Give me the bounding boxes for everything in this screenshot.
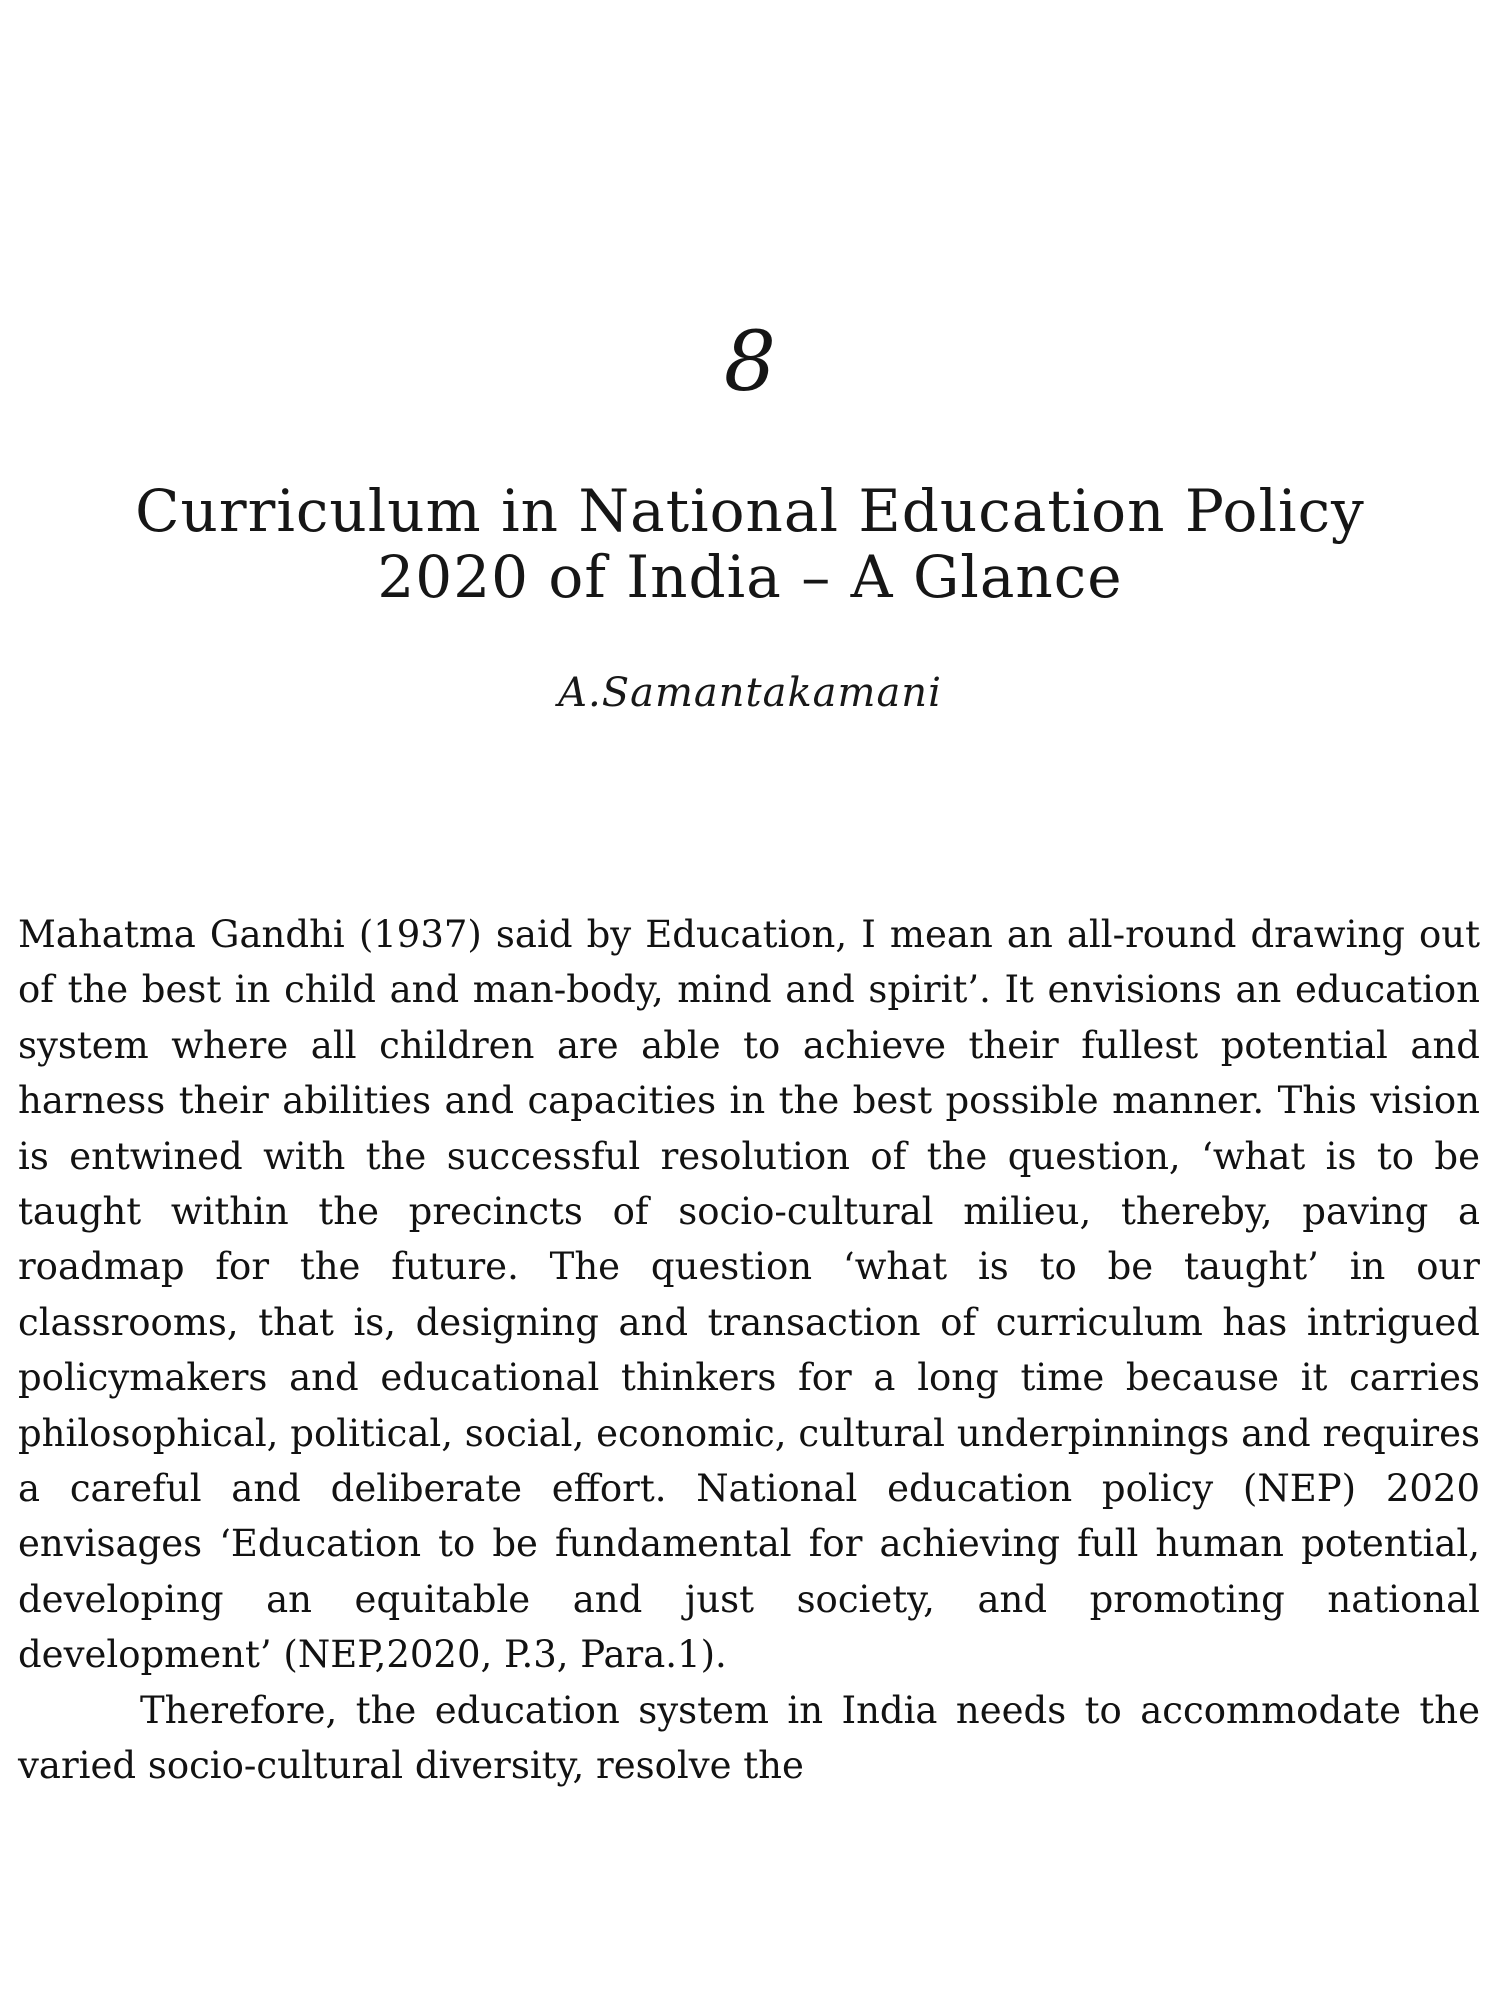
chapter-title bbox=[60, 478, 1440, 610]
chapter-title-line-1: Curriculum in National Education Policy bbox=[135, 477, 1365, 545]
chapter-number: 8 bbox=[723, 315, 777, 410]
paragraph-1: Mahatma Gandhi (1937) said by Education, I mean an all-round drawing out of the best in child and man-body, mind and spirit’. It envisions an education system where all children are able to achieve their fullest potential and harness their abilities and capacities in the best possible manner. This vision is entwined with the successful resolution of the question, ‘what is to be taught within the precincts of socio-cultural milieu, thereby, paving a roadmap for the future. The question ‘what is to be taught’ in our classrooms, that is, designing and transaction of curriculum has intrigued policymakers and educational thinkers for a long time because it carries philosophical, political, social, economic, cultural underpinnings and requires a careful and deliberate effort. National education policy (NEP) 2020 envisages ‘Education to be fundamental for achieving full human potential, developing an equitable and just society, and promoting national development’ (NEP,2020, P.3, Para.1). bbox=[18, 913, 1480, 1677]
chapter-title-line-2: 2020 of India – A Glance bbox=[377, 543, 1123, 611]
paragraph-2: Therefore, the education system in India needs to accommodate the varied socio-cultural diversity, resolve the bbox=[18, 1688, 1480, 1788]
body-text bbox=[18, 907, 1480, 1794]
author-name: A.Samantakamani bbox=[558, 670, 942, 716]
